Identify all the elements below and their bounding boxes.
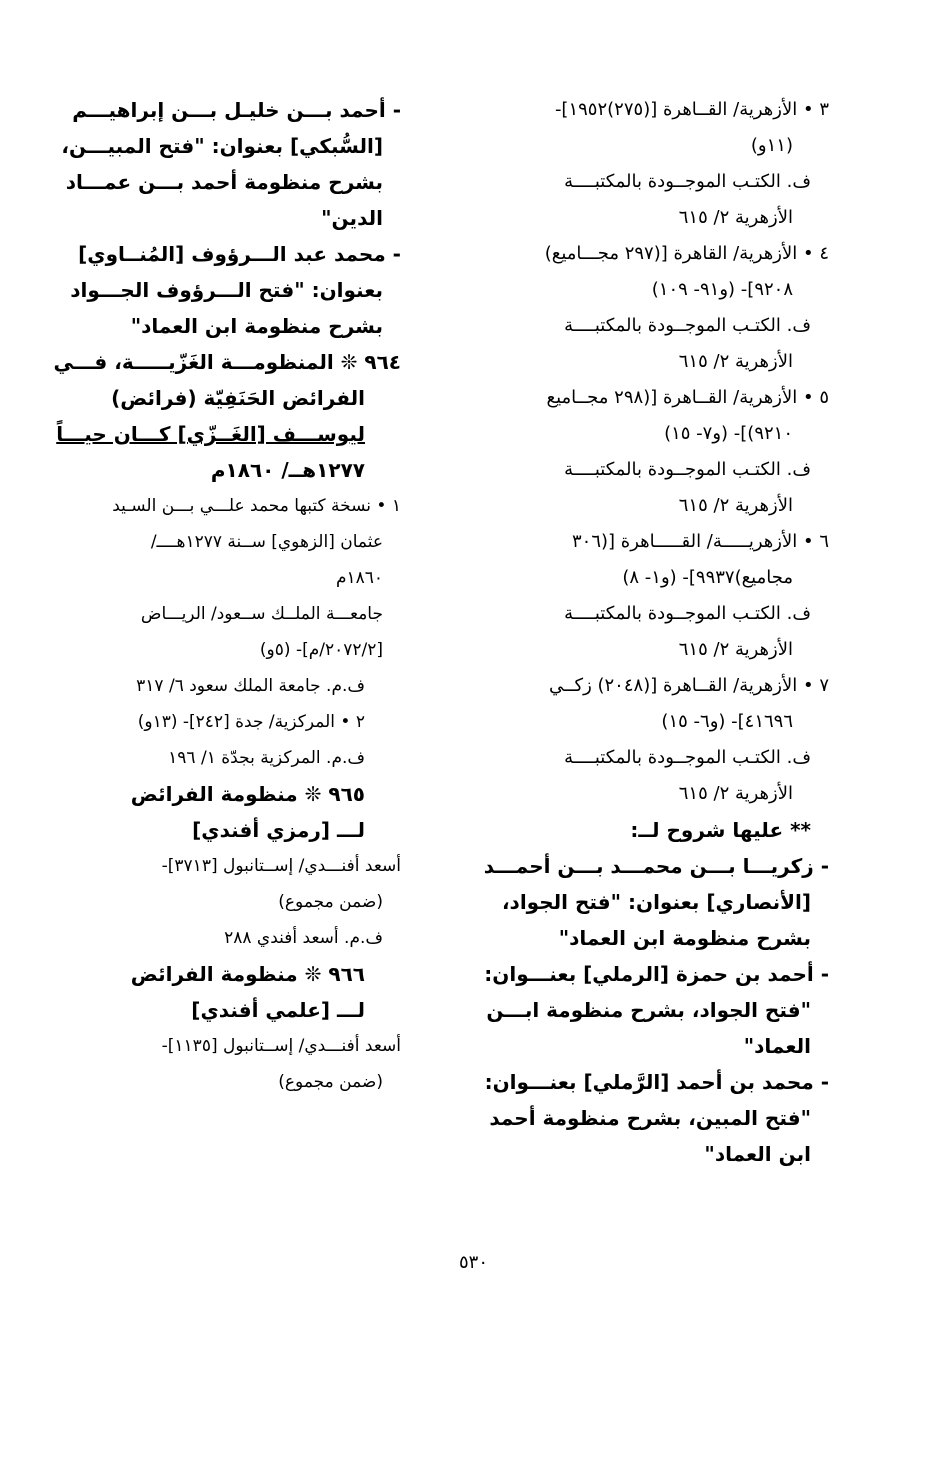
text-line: لـــ [علمي أفندي] <box>191 998 365 1022</box>
text-line: أسعد أفنـــدي/ إســتانبول [٣٧١٣]- <box>161 856 401 876</box>
text-line: ١٨٦٠م <box>335 568 383 588</box>
text-line: ف. الكتـب الموجــودة بالمكتبــــة <box>564 459 811 480</box>
text-line: ٣ • الأزهرية/ القــاهرة [(٢٧٥)١٩٥٢]- <box>554 99 829 120</box>
text-line: ٤١٦٩٦]- (و٦- ١٥) <box>661 711 793 732</box>
text-line: الفرائض الحَنَفِيّة (فرائض) <box>111 386 365 410</box>
text-line: ** عليها شروح لــ: <box>630 818 811 842</box>
text-line: ١٢٧٧هــ/ ١٨٦٠م <box>210 458 365 482</box>
text-line: ف.م. جامعة الملك سعود ٦/ ٣١٧ <box>136 676 365 696</box>
text-line: (١١و) <box>750 135 793 156</box>
text-line: ٩٢١٠)]- (و٧- ١٥) <box>664 423 793 444</box>
text-line: ٩٦٤ ❊ المنظومـــة الغَزّيـــــة، فـــي <box>53 350 401 374</box>
text-line: ف. الكتـب الموجــودة بالمكتبــــة <box>564 171 811 192</box>
text-line: ٤ • الأزهرية/ القاهرة [(٢٩٧ مجـــاميع) <box>544 243 829 264</box>
text-line: ف. الكتـب الموجــودة بالمكتبــــة <box>564 747 811 768</box>
text-line: - محمد عبد الـــرؤوف [المُنــاوي] <box>78 242 401 266</box>
text-line: ٦ • الأزهريـــــة/ القـــــاهرة [(٣٠٦ <box>571 531 829 552</box>
text-line: (ضمن مجموع) <box>278 892 383 912</box>
text-line: [٢٠٧٢/٢/م]- (٥و) <box>259 640 383 660</box>
text-line: ٥ • الأزهرية/ القــاهرة [(٢٩٨ مجــاميع <box>546 387 829 408</box>
text-line: - أحمد بن حمزة [الرملي] بعنـــوان: <box>484 962 829 986</box>
text-line: - زكريـــا بـــن محمـــد بـــن أحمـــد <box>483 854 829 878</box>
text-line: جامعـــة الملــك ســعود/ الريـــاض <box>140 604 383 624</box>
text-line: ابن العماد" <box>704 1142 811 1166</box>
text-line: بشرح منظومة ابن العماد" <box>558 926 811 950</box>
text-line: عثمان [الزهوي] ســنة ١٢٧٧هــــ/ <box>150 532 383 552</box>
text-line: بشرح منظومة أحمد بـــن عمـــاد <box>65 170 383 194</box>
text-line: بعنوان: "فتح الـــرؤوف الجـــواد <box>70 278 383 302</box>
text-line: ف. الكتـب الموجــودة بالمكتبــــة <box>564 315 811 336</box>
text-line: لـــ [رمزي أفندي] <box>192 818 365 842</box>
text-line: ف. الكتـب الموجــودة بالمكتبــــة <box>564 603 811 624</box>
text-line: ٧ • الأزهرية/ القــاهرة [(٢٠٤٨) زكــي <box>548 675 829 696</box>
text-line: ١ • نسخة كتبها محمد علـــي بـــن السـيد <box>112 496 401 516</box>
text-line: ٩٦٥ ❊ منظومة الفرائض <box>130 782 365 806</box>
text-line: العماد" <box>743 1034 811 1058</box>
text-line: الأزهرية ٢/ ٦١٥ <box>678 495 793 516</box>
text-line: الدين" <box>321 206 383 230</box>
left-column <box>53 92 401 1100</box>
text-line: ٢ • المركزية/ جدة [٢٤٢]- (١٣و) <box>137 712 365 732</box>
page-number: ٥٣٠ <box>458 1252 488 1273</box>
text-line: [السُّبكي] بعنوان: "فتح المبيـــن، <box>61 134 383 158</box>
text-line: الأزهرية ٢/ ٦١٥ <box>678 207 793 228</box>
right-column <box>461 92 829 1172</box>
text-line: "فتح المبين، بشرح منظومة أحمد <box>489 1106 811 1130</box>
text-line: ف.م. أسعد أفندي ٢٨٨ <box>224 928 383 948</box>
text-line: (ضمن مجموع) <box>278 1072 383 1092</box>
text-line: ٩٢٠٨]- (و٩١- ١٠٩) <box>651 279 793 300</box>
text-line: الأزهرية ٢/ ٦١٥ <box>678 351 793 372</box>
text-line: ف.م. المركزية بجدّة ١/ ١٩٦ <box>168 748 365 768</box>
text-line: - محمد بن أحمد [الرَّملي] بعنـــوان: <box>484 1070 829 1094</box>
text-line: بشرح منظومة ابن العماد" <box>130 314 383 338</box>
text-line: "فتح الجواد، بشرح منظومة ابـــن <box>486 998 811 1022</box>
text-line: الأزهرية ٢/ ٦١٥ <box>678 783 793 804</box>
text-line: ٩٦٦ ❊ منظومة الفرائض <box>130 962 365 986</box>
text-line: [الأنصاري] بعنوان: "فتح الجواد، <box>501 890 811 914</box>
text-line: أسعد أفنـــدي/ إســتانبول [١١٣٥]- <box>161 1036 401 1056</box>
text-line: ليوســـف [الغَــزّي] كـــان حيـــاً <box>56 422 365 446</box>
text-line: - أحمد بـــن خليـل بـــن إبراهيـــم <box>72 98 401 122</box>
text-line: مجاميع)٩٩٣٧]- (و١- ٨) <box>622 567 793 588</box>
text-line: الأزهرية ٢/ ٦١٥ <box>678 639 793 660</box>
